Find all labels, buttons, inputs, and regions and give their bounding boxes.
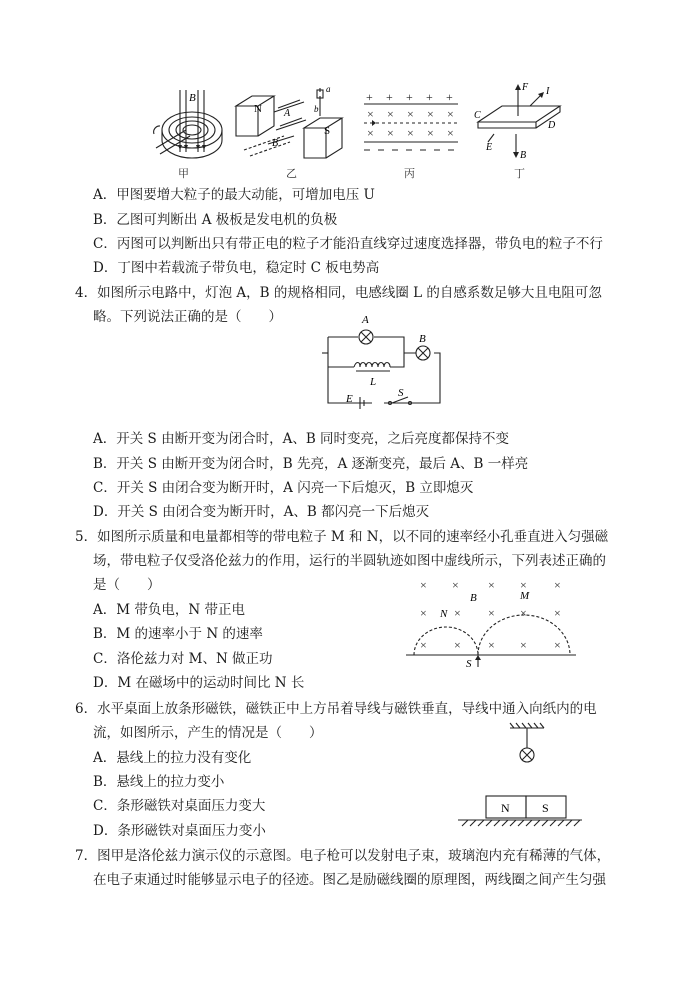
svg-text:×: × xyxy=(420,578,427,592)
q4-stem-line2: 略。下列说法正确的是（ ） xyxy=(93,309,282,325)
caption-ding: 丁 xyxy=(514,167,525,180)
q5-stem-line1: 5．如图所示质量和电量都相等的带电粒子 M 和 N，以不同的速率经小孔垂直进入匀强磁 xyxy=(75,529,609,545)
svg-text:b: b xyxy=(314,104,319,114)
svg-text:+: + xyxy=(366,90,373,104)
q5-option-c: C．洛伦兹力对 M、N 做正功 xyxy=(93,651,273,667)
svg-text:×: × xyxy=(452,578,459,592)
svg-text:×: × xyxy=(488,638,495,652)
q6-option-c: C．条形磁铁对桌面压力变大 xyxy=(93,798,266,814)
svg-text:×: × xyxy=(367,126,374,140)
q5-stem-line2: 场，带电粒子仅受洛伦兹力的作用，运行的半圆轨迹如图中虚线所示，下列表述正确的 xyxy=(93,553,606,569)
svg-text:×: × xyxy=(387,126,394,140)
svg-text:A: A xyxy=(362,314,369,326)
q3-option-a: A．甲图要增大粒子的最大动能，可增加电压 U xyxy=(93,187,375,203)
svg-text:+: + xyxy=(426,90,433,104)
caption-bing: 丙 xyxy=(404,167,415,180)
svg-text:B: B xyxy=(470,592,477,604)
svg-text:+: + xyxy=(386,90,393,104)
svg-text:S: S xyxy=(466,658,472,670)
q6-magnet-wire-diagram xyxy=(456,722,586,828)
q4-option-a: A．开关 S 由断开变为闭合时，A、B 同时变亮，之后亮度都保持不变 xyxy=(93,431,510,447)
svg-text:N: N xyxy=(440,608,448,620)
svg-text:×: × xyxy=(447,126,454,140)
svg-text:×: × xyxy=(407,126,414,140)
svg-text:+: + xyxy=(406,90,413,104)
q6-option-b: B．悬线上的拉力变小 xyxy=(93,774,225,790)
svg-text:D: D xyxy=(548,120,556,131)
svg-text:B: B xyxy=(189,92,196,104)
svg-text:S: S xyxy=(542,801,549,815)
caption-yi: 乙 xyxy=(286,167,297,180)
figure-yi xyxy=(232,84,350,166)
svg-text:+: + xyxy=(446,90,453,104)
svg-text:×: × xyxy=(367,107,374,121)
svg-text:S: S xyxy=(324,125,331,137)
svg-text:B: B xyxy=(419,333,426,345)
q5-option-b: B．M 的速率小于 N 的速率 xyxy=(93,626,263,642)
svg-text:E: E xyxy=(346,393,353,405)
figure-bing xyxy=(362,90,460,156)
svg-text:B: B xyxy=(520,150,527,161)
svg-text:×: × xyxy=(387,107,394,121)
svg-text:S: S xyxy=(398,387,404,399)
q3-option-c: C．丙图可以判断出只有带正电的粒子才能沿直线穿过速度选择器，带负电的粒子不行 xyxy=(93,236,603,252)
svg-text:F: F xyxy=(522,82,529,93)
q6-option-d: D．条形磁铁对桌面压力变小 xyxy=(93,823,266,839)
svg-text:×: × xyxy=(488,606,495,620)
svg-text:×: × xyxy=(420,638,427,652)
figure-ding xyxy=(472,78,568,164)
svg-text:×: × xyxy=(454,606,461,620)
svg-text:A: A xyxy=(284,108,291,119)
q3-option-b: B．乙图可判断出 A 极板是发电机的负极 xyxy=(93,212,338,228)
q5-option-d: D．M 在磁场中的运动时间比 N 长 xyxy=(93,675,305,691)
svg-text:M: M xyxy=(520,590,530,602)
caption-jia: 甲 xyxy=(178,167,189,180)
svg-text:B: B xyxy=(272,138,279,149)
svg-text:×: × xyxy=(554,578,561,592)
svg-text:×: × xyxy=(427,107,434,121)
q4-stem-line1: 4．如图所示电路中，灯泡 A，B 的规格相同，电感线圈 L 的自感系数足够大且电阻可忽 xyxy=(75,285,602,301)
q3-option-d: D．丁图中若载流子带负电，稳定时 C 板电势高 xyxy=(93,260,380,276)
svg-text:I: I xyxy=(546,86,550,97)
q7-stem-line2: 在电子束通过时能够显示电子的径迹。图乙是励磁线圈的原理图，两线圈之间产生匀强 xyxy=(93,872,606,888)
svg-text:N: N xyxy=(254,103,262,115)
figure-jia xyxy=(150,86,230,166)
svg-text:×: × xyxy=(520,578,527,592)
svg-text:×: × xyxy=(520,606,527,620)
q5-stem-line3: 是（ ） xyxy=(93,577,161,593)
svg-text:a: a xyxy=(326,84,331,94)
svg-text:C: C xyxy=(474,110,481,121)
q6-stem-line2: 流，如图所示，产生的情况是（ ） xyxy=(93,725,323,741)
q4-option-d: D．开关 S 由闭合变为断开时，A、B 都闪亮一下后熄灭 xyxy=(93,504,430,520)
q4-option-c: C．开关 S 由闭合变为断开时，A 闪亮一下后熄灭，B 立即熄灭 xyxy=(93,480,474,496)
svg-text:×: × xyxy=(520,638,527,652)
q6-stem-line1: 6．水平桌面上放条形磁铁，磁铁正中上方吊着导线与磁铁垂直，导线中通入向纸内的电 xyxy=(75,701,597,717)
svg-text:×: × xyxy=(454,638,461,652)
q4-circuit-diagram xyxy=(316,305,446,411)
q6-option-a: A．悬线上的拉力没有变化 xyxy=(93,750,252,766)
q4-option-b: B．开关 S 由断开变为闭合时，B 先亮，A 逐渐变亮，最后 A、B 一样亮 xyxy=(93,456,529,472)
svg-text:×: × xyxy=(488,578,495,592)
svg-text:N: N xyxy=(501,801,510,815)
q7-stem-line1: 7．图甲是洛伦兹力演示仪的示意图。电子枪可以发射电子束，玻璃泡内充有稀薄的气体， xyxy=(75,848,611,864)
svg-text:×: × xyxy=(420,606,427,620)
svg-text:×: × xyxy=(554,606,561,620)
svg-text:E: E xyxy=(486,142,493,153)
svg-text:×: × xyxy=(407,107,414,121)
svg-text:×: × xyxy=(554,638,561,652)
q5-magnetic-field-diagram xyxy=(404,575,580,671)
svg-text:×: × xyxy=(427,126,434,140)
q5-option-a: A．M 带负电，N 带正电 xyxy=(93,602,245,618)
svg-text:×: × xyxy=(447,107,454,121)
svg-text:L: L xyxy=(370,376,377,388)
